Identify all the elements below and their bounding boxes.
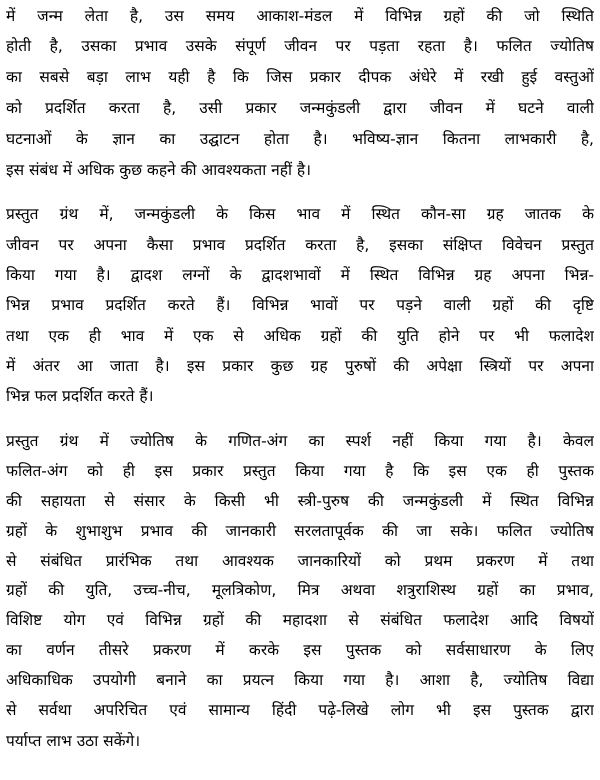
text-line: की सहायता से संसार के किसी भी स्त्री-पुरुष की जन्मकुंडली में स्थित विभिन्न <box>6 492 594 510</box>
text-line: से संबंधित प्रारंभिक तथा आवश्यक जानकारियों को प्रथम प्रकरण में तथा <box>6 552 594 570</box>
text-line: तथा एक ही भाव में एक से अधिक ग्रहों की युति होने पर भी फलादेश <box>6 327 594 345</box>
text-line: से सर्वथा अपरिचित एवं सामान्य हिंदी पढ़े-लिखे लोग भी इस पुस्तक द्वारा <box>6 701 594 719</box>
text-line: ग्रहों के शुभाशुभ प्रभाव की जानकारी सरलतापूर्वक की जा सके। फलित ज्योतिष <box>6 522 594 540</box>
text-line: भिन्न प्रभाव प्रदर्शित करते हैं। विभिन्न भावों पर पड़ने वाली ग्रहों की दृष्टि <box>6 296 594 314</box>
text-line: प्रस्तुत ग्रंथ में, जन्मकुंडली के किस भाव में स्थित कौन-सा ग्रह जातक के <box>6 205 594 223</box>
text-line: में अंतर आ जाता है। इस प्रकार कुछ ग्रह पुरुषों की अपेक्षा स्त्रियों पर अपना <box>6 357 594 375</box>
text-line: प्रस्तुत ग्रंथ में ज्योतिष के गणित-अंग का स्पर्श नहीं किया गया है। केवल <box>6 432 594 450</box>
text-line: पर्याप्त लाभ उठा सकेंगे। <box>6 732 141 750</box>
text-line: होती है, उसका प्रभाव उसके संपूर्ण जीवन पर पड़ता रहता है। फलित ज्योतिष <box>6 37 594 55</box>
text-line: इस संबंध में अधिक कुछ कहने की आवश्यकता नहीं है। <box>6 161 312 179</box>
text-line: का सबसे बड़ा लाभ यही है कि जिस प्रकार दीपक अंधेरे में रखी हुई वस्तुओं <box>6 68 594 86</box>
text-line: ग्रहों की युति, उच्च-नीच, मूलत्रिकोण, मित्र अथवा शत्रुराशिस्थ ग्रहों का प्रभाव, <box>6 581 594 599</box>
text-line: भिन्न फल प्रदर्शित करते हैं। <box>6 387 154 405</box>
text-line: विशिष्ट योग एवं विभिन्न ग्रहों की महादशा से संबंधित फलादेश आदि विषयों <box>6 611 594 629</box>
text-line: जीवन पर अपना कैसा प्रभाव प्रदर्शित करता है, इसका संक्षिप्त विवेचन प्रस्तुत <box>6 236 594 254</box>
text-line: अधिकाधिक उपयोगी बनाने का प्रयत्न किया गया है। आशा है, ज्योतिष विद्या <box>6 671 594 689</box>
text-line: किया गया है। द्वादश लग्नों के द्वादशभावों में स्थित विभिन्न ग्रह अपना भिन्न- <box>6 266 594 284</box>
text-line: को प्रदर्शित करता है, उसी प्रकार जन्मकुंडली द्वारा जीवन में घटने वाली <box>6 99 594 117</box>
text-line: फलित-अंग को ही इस प्रकार प्रस्तुत किया गया है कि इस एक ही पुस्तक <box>6 462 594 480</box>
text-line: में जन्म लेता है, उस समय आकाश-मंडल में विभिन्न ग्रहों की जो स्थिति <box>6 7 594 25</box>
text-line: घटनाओं के ज्ञान का उद्घाटन होता है। भविष्य-ज्ञान कितना लाभकारी है, <box>6 130 594 148</box>
text-line: का वर्णन तीसरे प्रकरण में करके इस पुस्तक को सर्वसाधारण के लिए <box>6 641 594 659</box>
